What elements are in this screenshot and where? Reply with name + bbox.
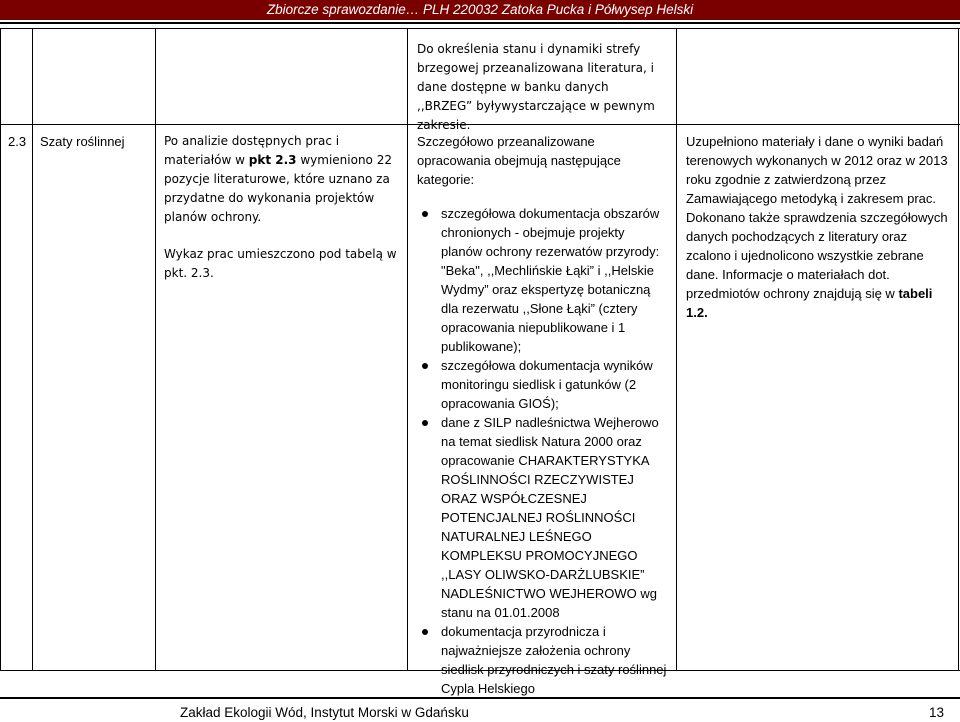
col-divider-1: [32, 28, 33, 671]
row-col2-paragraph-1: Po analizie dostępnych prac i materiałów w pkt 2.3 wymieniono 22 pozycje literaturowe, które uznano za przydatne do wykonania projektów planów ochrony.: [164, 134, 392, 224]
page-number: 13: [929, 705, 945, 720]
row-name: Szaty roślinnej: [40, 134, 125, 149]
row-col2-paragraph-2: Wykaz prac umieszczono pod tabelą w pkt. 2.3.: [164, 247, 397, 280]
row-col4-paragraph: Uzupełniono materiały i dane o wyniki badań terenowych wykonanych w 2012 oraz w 2013 roku zgodnie z zatwierdzoną przez Zamawiającego metodyką i zakresem prac. Dokonano także sprawdzenia szczegółowych danych pochodzących z literatury oraz zcalono i ujednolicono wszystkie zebrane dane. Informacje o materiałach dot. przedmiotów ochrony znajdują się w tabeli 1.2.: [686, 134, 948, 320]
row-col3: [417, 132, 667, 698]
header-rule: [0, 22, 960, 24]
table-right-border: [958, 28, 959, 671]
row-number: 2.3: [8, 134, 27, 149]
table-left-border: [0, 28, 1, 671]
list-item: szczegółowa dokumentacja wyników monitoringu siedlisk i gatunków (2 opracowania GIOŚ);: [417, 356, 667, 413]
bullet-icon: [422, 211, 428, 217]
list-item: dane z SILP nadleśnictwa Wejherowo na temat siedlisk Natura 2000 oraz opracowanie CHARAKTERYSTYKA ROŚLINNOŚCI RZECZYWISTEJ ORAZ WSPÓŁCZESNEJ POTENCJALNEJ ROŚLINNOŚCI NATURALNEJ LEŚNEGO KOMPLEKSU PROMOCYJNEGO ,,LASY OLIWSKO-DARŻLUBSKIE” NADLEŚNICTWO WEJHEROWO wg stanu na 01.01.2008: [417, 413, 667, 622]
list-item: szczegółowa dokumentacja obszarów chronionych - obejmuje projekty planów ochrony rezerwatów przyrody: "Beka", ,,Mechlińskie Łąki” i ,,Helskie Wydmy” oraz ekspertyzę botaniczną dla rezerwatu ,,Słone Łąki” (cztery opracowania niepublikowane i 1 publikowane);: [417, 204, 667, 356]
row-col4: [686, 132, 954, 322]
bullet-icon: [422, 420, 428, 426]
row-col2: [164, 132, 404, 283]
strefa-brzegowa-text: Do określenia stanu i dynamiki strefy brzegowej przeanalizowana literatura, i dane dostępne w banku danych ,,BRZEG” byływystarczające w pewnym zakresie.: [417, 42, 655, 132]
categories-list: [417, 204, 667, 698]
col-divider-2: [155, 28, 156, 671]
col-divider-3: [407, 28, 408, 671]
document-header: Zbiorcze sprawozdanie… PLH 220032 Zatoka Pucka i Półwysep Helski: [0, 0, 960, 20]
list-item: dokumentacja przyrodnicza i najważniejsze założenia ochrony siedlisk przyrodniczych i szaty roślinnej Cypla Helskiego: [417, 622, 667, 698]
footer-text: Zakład Ekologii Wód, Instytut Morski w Gdańsku: [180, 705, 469, 720]
col-divider-4: [676, 28, 677, 671]
table-top-border: [0, 28, 960, 29]
bullet-icon: [422, 363, 428, 369]
categories-intro: Szczegółowo przeanalizowane opracowania obejmują następujące kategorie:: [417, 134, 621, 187]
bullet-icon: [422, 629, 428, 635]
